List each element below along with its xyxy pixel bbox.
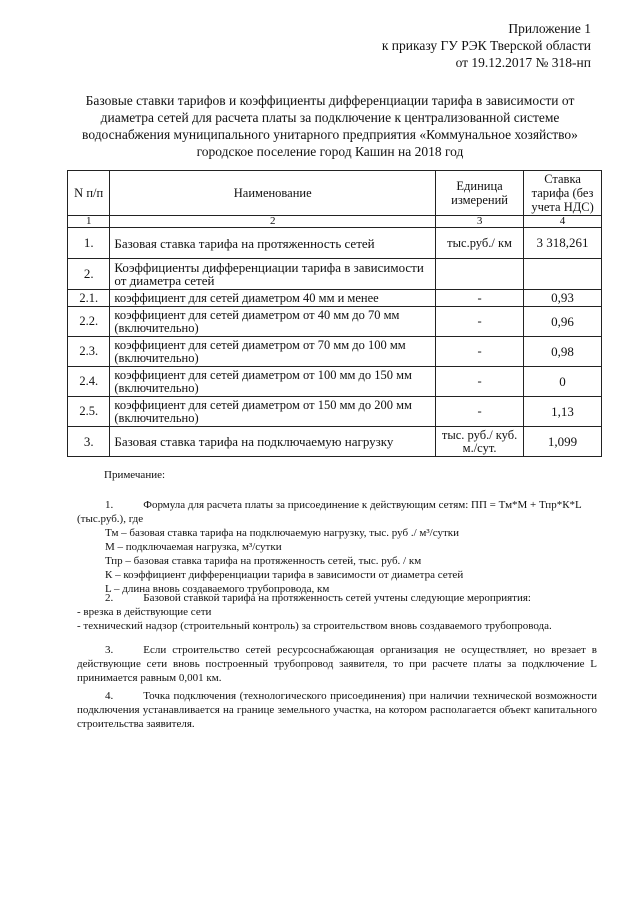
row-name: коэффициент для сетей диаметром 40 мм и менее: [110, 290, 436, 307]
row-num: 3.: [68, 427, 110, 457]
header-unit: Единица измерений: [436, 171, 524, 216]
title-line: городское поселение город Кашин на 2018 год: [196, 144, 464, 159]
table-row: [68, 367, 602, 397]
row-unit: тыс.руб./ км: [436, 228, 524, 259]
row-num: 2.3.: [68, 337, 110, 367]
row-num: 1.: [68, 228, 110, 259]
row-num: 2.: [68, 259, 110, 290]
row-num: 2.2.: [68, 307, 110, 337]
note-number: 3.: [105, 644, 114, 656]
row-name: Коэффициенты дифференциации тарифа в зависимости от диаметра сетей: [110, 259, 436, 290]
note-number: 4.: [105, 690, 114, 702]
document-title: [70, 92, 590, 160]
notes-section: [77, 468, 597, 730]
row-rate: 0,98: [524, 337, 602, 367]
table-header-row: [68, 171, 602, 216]
note-text: Формула для расчета платы за присоединение к действующим сетям: ПП = Тм*М + Тпр*К*L (тыс.руб.), где: [77, 499, 582, 525]
note-4: [77, 689, 597, 731]
table-row: [68, 228, 602, 259]
formula-definition: М – подключаемая нагрузка, м³/сутки: [105, 541, 282, 553]
row-num: 2.5.: [68, 397, 110, 427]
header-name: Наименование: [110, 171, 436, 216]
row-unit: -: [436, 397, 524, 427]
note-text: Если строительство сетей ресурсоснабжающая организация не осуществляет, но врезает в действующие сети вновь построенный трубопровод заявителя, то при расчете платы за подключение L принимается равным 0,001 км.: [77, 644, 597, 684]
header-rate: Ставка тарифа (без учета НДС): [524, 171, 602, 216]
appendix-date: от 19.12.2017 № 318-нп: [455, 55, 591, 70]
row-num: 2.4.: [68, 367, 110, 397]
index-cell: 3: [436, 216, 524, 228]
note-text: Базовой ставкой тарифа на протяженность сетей учтены следующие мероприятия:: [143, 592, 531, 604]
row-name: коэффициент для сетей диаметром от 40 мм до 70 мм (включительно): [110, 307, 436, 337]
row-name: Базовая ставка тарифа на протяженность сетей: [110, 228, 436, 259]
table-row: [68, 427, 602, 457]
note-3: [77, 643, 597, 685]
row-unit: [436, 259, 524, 290]
table-row: [68, 290, 602, 307]
note-text: Точка подключения (технологического присоединения) при наличии технической возможности подключения устанавливается на границе земельного участка, на котором располагается объект капитального строительства заявителя.: [77, 690, 597, 730]
table-index-row: [68, 216, 602, 228]
index-cell: 1: [68, 216, 110, 228]
formula-definition: К – коэффициент дифференциации тарифа в зависимости от диаметра сетей: [105, 569, 464, 581]
tariff-table: [67, 170, 602, 457]
appendix-order: к приказу ГУ РЭК Тверской области: [381, 38, 591, 53]
formula-definition: Тм – базовая ставка тарифа на подключаемую нагрузку, тыс. руб ./ м³/сутки: [105, 527, 459, 539]
table-row: [68, 307, 602, 337]
note-number: 1.: [105, 499, 114, 511]
row-unit: -: [436, 307, 524, 337]
row-rate: 1,13: [524, 397, 602, 427]
row-rate: 0,96: [524, 307, 602, 337]
table-row: [68, 259, 602, 290]
row-rate: 1,099: [524, 427, 602, 457]
row-unit: -: [436, 290, 524, 307]
note-1: [77, 498, 597, 596]
row-unit: -: [436, 367, 524, 397]
note-list-item: - технический надзор (строительный контроль) за строительством вновь создаваемого трубопровода.: [77, 620, 552, 632]
table-row: [68, 337, 602, 367]
note-list-item: - врезка в действующие сети: [77, 606, 212, 618]
note-number: 2.: [105, 592, 114, 604]
row-unit: тыс. руб./ куб. м./сут.: [436, 427, 524, 457]
row-name: коэффициент для сетей диаметром от 100 мм до 150 мм (включительно): [110, 367, 436, 397]
appendix-title: Приложение 1: [508, 21, 591, 36]
title-line: Базовые ставки тарифов и коэффициенты дифференциации тарифа в зависимости от: [85, 93, 575, 108]
title-line: водоснабжения муниципального унитарного предприятия «Коммунальное хозяйство»: [82, 127, 578, 142]
index-cell: 4: [524, 216, 602, 228]
table-row: [68, 397, 602, 427]
row-num: 2.1.: [68, 290, 110, 307]
row-rate: 0: [524, 367, 602, 397]
appendix-header: [382, 20, 591, 71]
row-rate: 3 318,261: [524, 228, 602, 259]
row-name: коэффициент для сетей диаметром от 70 мм до 100 мм (включительно): [110, 337, 436, 367]
formula-definition: L – длина вновь создаваемого трубопровода, км: [105, 583, 330, 595]
row-unit: -: [436, 337, 524, 367]
title-line: диаметра сетей для расчета платы за подключение к централизованной системе: [100, 110, 560, 125]
row-name: Базовая ставка тарифа на подключаемую нагрузку: [110, 427, 436, 457]
formula-definition: Тпр – базовая ставка тарифа на протяженность сетей, тыс. руб. / км: [105, 555, 422, 567]
row-name: коэффициент для сетей диаметром от 150 мм до 200 мм (включительно): [110, 397, 436, 427]
header-num: N п/п: [68, 171, 110, 216]
note-2: [77, 591, 597, 633]
row-rate: 0,93: [524, 290, 602, 307]
index-cell: 2: [110, 216, 436, 228]
row-rate: [524, 259, 602, 290]
notes-heading: Примечание:: [104, 469, 166, 481]
